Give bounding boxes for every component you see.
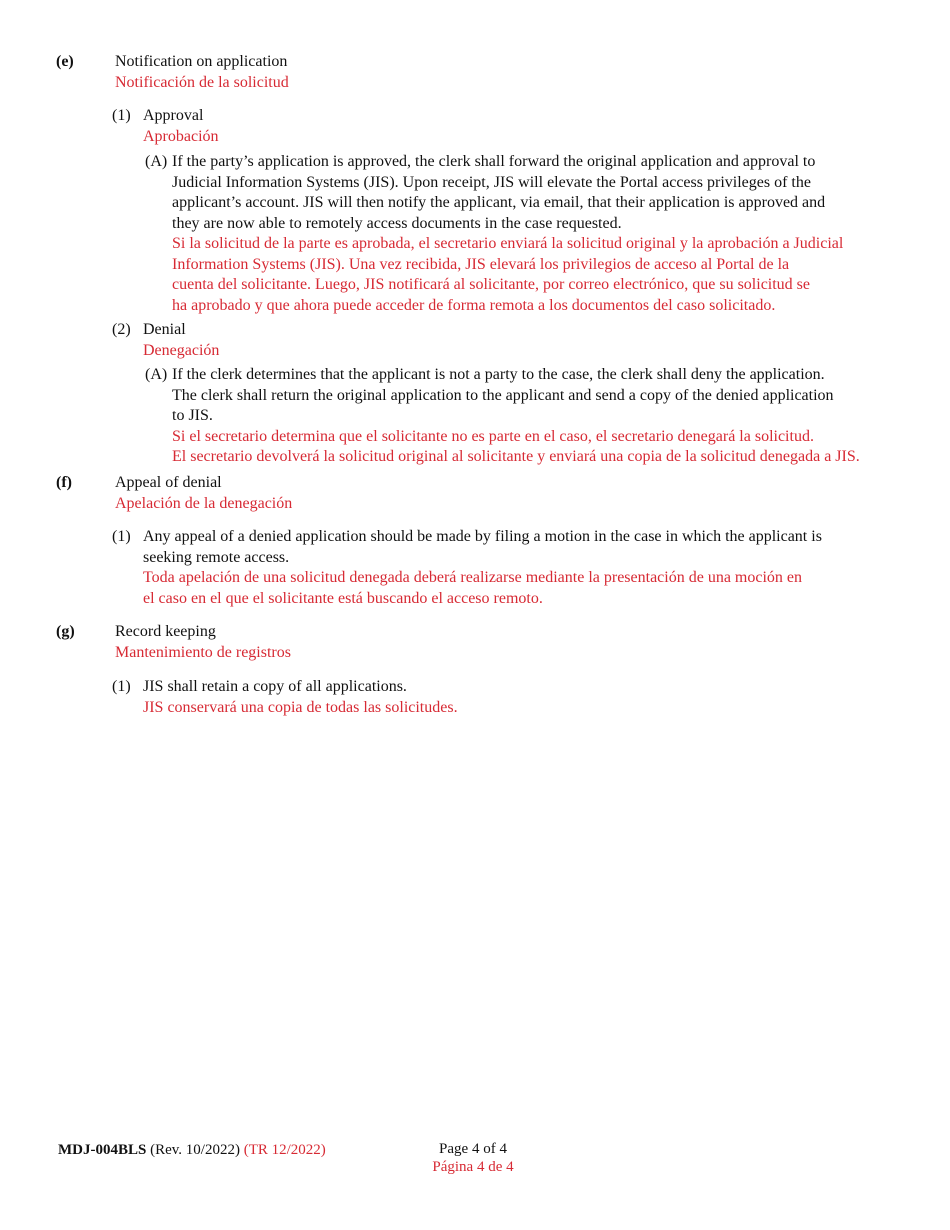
section-title: Appeal of denial [115,474,222,491]
subitem-body [172,365,897,468]
item-title-es: Aprobación [143,128,219,145]
item-number: (1) [112,678,131,695]
text-line-es: cuenta del solicitante. Luego, JIS notificará al solicitante, por correo electrónico, que su solicitud se [172,276,811,293]
text-line: The clerk shall return the original application to the applicant and send a copy of the denied application [172,386,834,404]
text-line: to JIS. [172,407,213,424]
item-title-es: Denegación [143,342,220,359]
item-number: (2) [112,321,131,338]
item-number: (1) [112,528,131,545]
text-line-es: JIS conservará una copia de todas las solicitudes. [143,698,458,716]
section-title-es: Notificación de la solicitud [115,74,289,91]
page-number: Page 4 of 4 [439,1141,507,1157]
subitem-label: (A) [145,366,168,383]
text-line: If the party’s application is approved, the clerk shall forward the original application and approval to [172,153,816,170]
item-title: Denial [143,321,186,338]
text-line: applicant’s account. JIS will then notify the applicant, via email, that their application is approved and [172,194,826,211]
subitem-body [172,152,897,316]
text-line: Judicial Information Systems (JIS). Upon receipt, JIS will elevate the Portal access privileges of the [172,173,811,191]
section-title-es: Mantenimiento de registros [115,644,291,661]
text-line: JIS shall retain a copy of all applications. [143,678,407,695]
section-title-es: Apelación de la denegación [115,495,293,512]
page-number-es: Página 4 de 4 [432,1159,514,1175]
text-line-es: ha aprobado y que ahora puede acceder de forma remota a los documentos del caso solicitado. [172,296,776,314]
section-letter: (f) [56,474,72,491]
section-letter: (e) [56,53,74,70]
item-title: Approval [143,107,204,124]
item-body [143,527,883,609]
footer-page-number [373,1140,573,1176]
text-line-es: el caso en el que el solicitante está buscando el acceso remoto. [143,589,543,607]
section-title: Record keeping [115,623,216,640]
text-line-es: Si la solicitud de la parte es aprobada, el secretario enviará la solicitud original y la aprobación a Judicial [172,235,844,252]
section-letter: (g) [56,623,75,640]
text-line: Any appeal of a denied application should be made by filing a motion in the case in which the applicant is [143,528,822,545]
section-title: Notification on application [115,53,288,70]
footer-form-info [58,1140,326,1161]
subitem-label: (A) [145,153,168,170]
item-body [143,677,883,718]
item-number: (1) [112,107,131,124]
text-line: seeking remote access. [143,548,290,566]
form-revision: (Rev. 10/2022) [150,1142,240,1158]
form-id: MDJ-004BLS [58,1142,147,1158]
text-line-es: Si el secretario determina que el solicitante no es parte en el caso, el secretario denegará la solicitud. [172,427,814,445]
text-line: If the clerk determines that the applicant is not a party to the case, the clerk shall deny the application. [172,366,825,383]
text-line: they are now able to remotely access documents in the case requested. [172,214,622,232]
form-translation-revision: (TR 12/2022) [243,1142,326,1158]
text-line-es: Toda apelación de una solicitud denegada deberá realizarse mediante la presentación de una moción en [143,569,803,586]
text-line-es: El secretario devolverá la solicitud original al solicitante y enviará una copia de la solicitud denegada a JIS. [172,448,860,465]
text-line-es: Information Systems (JIS). Una vez recibida, JIS elevará los privilegios de acceso al Portal de la [172,255,790,273]
